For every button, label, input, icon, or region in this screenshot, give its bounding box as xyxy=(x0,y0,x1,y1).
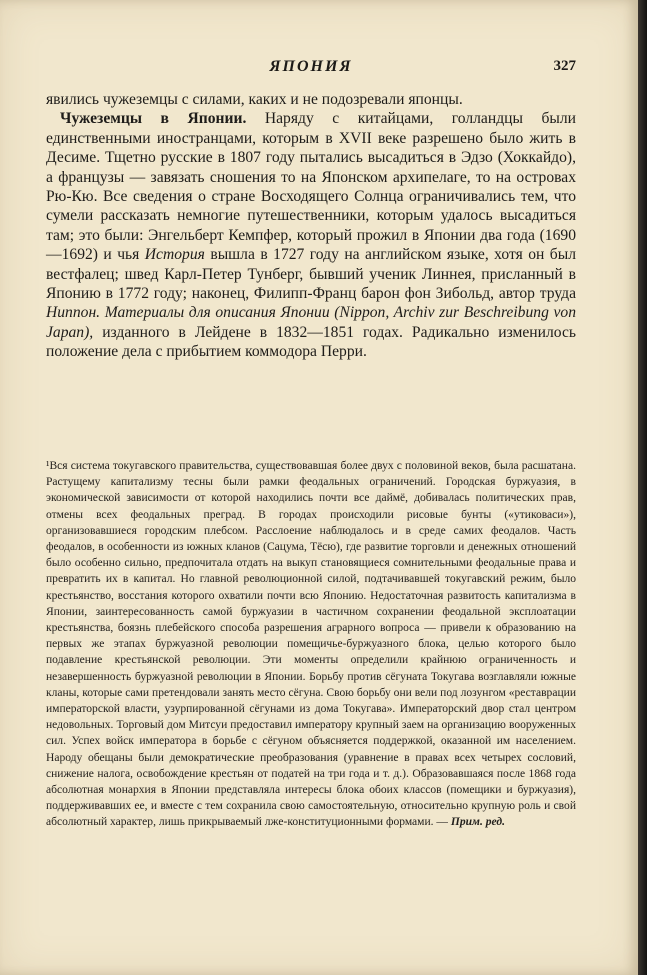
footnote xyxy=(46,458,576,831)
paragraph-text-part-2: вышла в 1727 году на английском языке, хотя он был вестфалец; швед Карл-Петер Тунберг, бывший ученик Линнея, присланный в Японию в 1772 году; наконец, Филипп-Франц барон фон Зибольд, автор труда xyxy=(46,246,576,303)
book-title-history: История xyxy=(144,246,205,264)
paragraph-text-part-1: Наряду с китайцами, голландцы были единственными иностранцами, которым в XVII веке разрешено было жить в Десиме. Тщетно русские в 1807 году пытались высадиться в Эдзо (Хоккайдо), а французы — завязать сношения то на Японском архипелаге, то на островах Рю-Кю. Все сведения о стране Восходящего Солнца ограничивались тем, что сумели рассказать немногие путешественники, которым удалось высадиться там; это были: Энгельберт Кемпфер, который прожил в Японии два года (1690—1692) и чья xyxy=(46,110,576,264)
running-title: ЯПОНИЯ xyxy=(269,58,353,75)
page-edge-shadow xyxy=(638,0,647,975)
continuation-paragraph: явились чужеземцы с силами, каких и не подозревали японцы. xyxy=(46,91,463,108)
footnote-signature: Прим. ред. xyxy=(450,816,505,829)
section-paragraph xyxy=(46,109,576,361)
book-title-nippon: Ниппон. Материалы для описания Японии (Nippon, Archiv zur Beschreibung von Japan), xyxy=(46,304,576,341)
footnote-text: ¹Вся система токугавского правительства, существовавшая более двух с половиной веков, была расшатана. Растущему капитализму тесны были рамки феодальных ограничений. Городская буржуазия, в экономической зависимости от которой находились почти все даймё, добивалась политических прав, отмены всех феодальных преград. В городах происходили рисовые бунты («утиковаси»), организовавшиеся городским плебсом. Расслоение наблюдалось и в среде самих феодалов. Часть феодалов, в особенности из южных кланов (Сацума, Тёсю), где развитие торговли и денежных отношений было особенно сильно, предпочитала отдать на выкуп становящиеся сомнительными феодальные права и превратить их в капитал. Но главной революционной силой, подтачивавшей токугавский режим, было крестьянство, восстания которого охватили почти всю Японию. Недостаточная развитость капитализма в Японии, заинтересованность самой буржуазии в частичном сохранении феодальной эксплоатации крестьянства, боязнь плебейского способа разрешения аграрного вопроса — привели к образованию на первых же этапах буржуазной революции помещичье-буржуазного блока, целью которого было подавление крестьянской революции. Эти моменты определили крайнюю ограниченность и незавершенность буржуазной революции в Японии. Борьбу против сёгуната Токугава возглавляли южные кланы, которые сами претендовали занять место сёгуна. Свою борьбу они вели под лозунгом «реставрации императорской власти, узурпированной сёгунами из дома Токугава». Императорский двор стал центром недовольных. Торговый дом Митсуи предоставил императору крупный заем на организацию вооруженных сил. Успех войск императора в борьбе с сёгуном объясняется поддержкой, оказанной им населением. Народу обещаны были демократические преобразования (уравнение в правах всех четырех сословий, снижение налога, освобождение крестьян от податей на три года и т. д.). Образовавшаяся после 1868 года абсолютная монархия в Японии представляла интересы блока обоих классов (помещики и буржуазия), поддерживавших ее, и вместе с тем сохранила свою самостоятельную, относительно крупную роль и свой абсолютный характер, лишь прикрываемый лже-конституционными формами. — xyxy=(46,460,576,829)
page-header xyxy=(46,58,576,80)
page-number: 327 xyxy=(553,58,576,74)
main-text xyxy=(46,90,576,362)
section-heading: Чужеземцы в Японии. xyxy=(60,110,247,128)
paragraph-text-part-3: изданного в Лейдене в 1832—1851 годах. Радикально изменилось положение дела с прибытием коммодора Перри. xyxy=(46,323,576,361)
